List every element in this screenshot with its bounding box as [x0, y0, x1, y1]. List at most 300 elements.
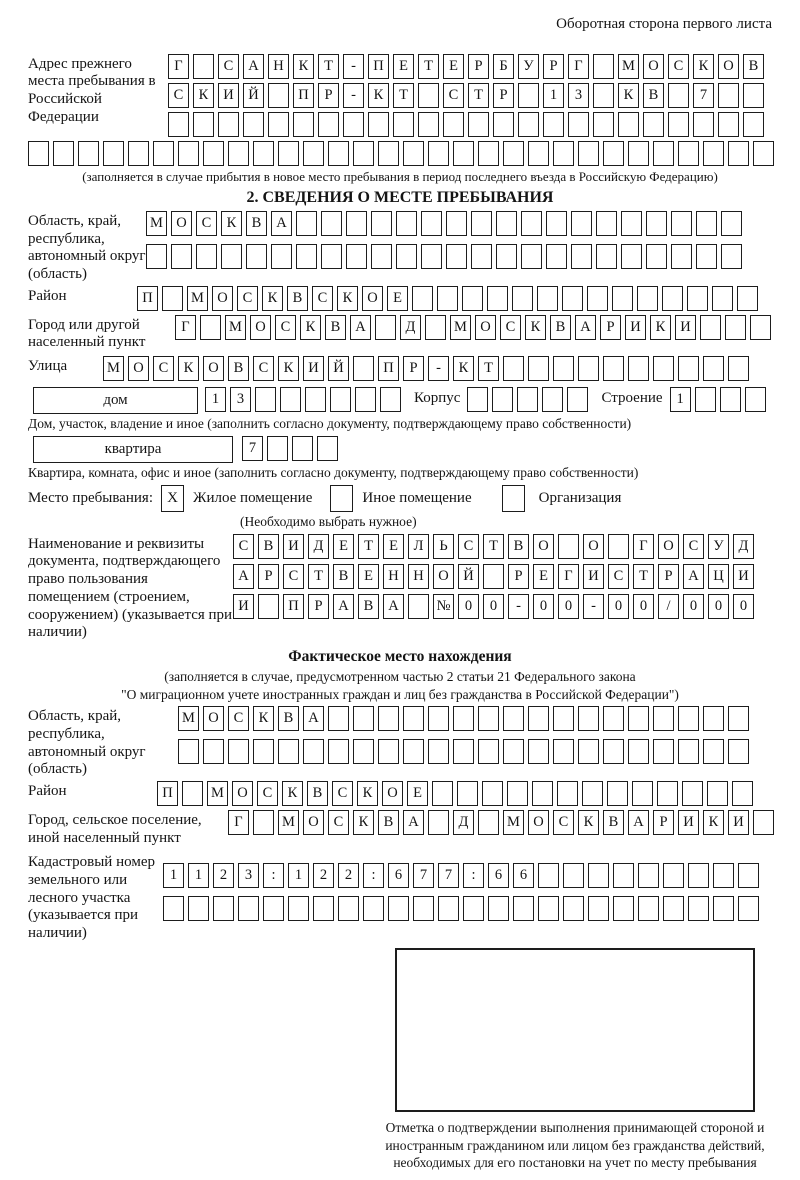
apartment-number-boxes: [242, 436, 338, 461]
char-box: Т: [478, 356, 499, 381]
char-box: [603, 356, 624, 381]
char-box: [182, 781, 203, 806]
char-box: Д: [400, 315, 421, 340]
char-box: [378, 706, 399, 731]
char-box: М: [103, 356, 124, 381]
char-box: [353, 141, 374, 166]
char-box: [196, 244, 217, 269]
section2-ulitsa-row: [28, 356, 772, 381]
section2-rayon-boxes: [137, 286, 758, 311]
option-inoe-label: Иное помещение: [362, 489, 472, 506]
char-box: С: [443, 83, 464, 108]
fact-oblast-row: [28, 706, 772, 779]
char-box: [738, 896, 759, 921]
char-box: [303, 141, 324, 166]
char-box: 1: [543, 83, 564, 108]
char-box: С: [683, 534, 704, 559]
char-box: М: [225, 315, 246, 340]
char-box: [313, 896, 334, 921]
prev-address-label: Адрес прежнего места пребывания в Российской Федерации: [28, 55, 156, 125]
char-box: [428, 141, 449, 166]
char-box: [463, 896, 484, 921]
char-box: Р: [318, 83, 339, 108]
char-box: [671, 211, 692, 236]
char-box: [428, 810, 449, 835]
char-box: [403, 739, 424, 764]
char-box: И: [283, 534, 304, 559]
apartment-field-frame: квартира: [33, 436, 233, 463]
char-box: [718, 112, 739, 137]
char-box: [371, 244, 392, 269]
char-box: [487, 286, 508, 311]
char-box: 1: [188, 863, 209, 888]
char-box: О: [433, 564, 454, 589]
char-box: [553, 739, 574, 764]
section2-rayon-label: Район: [28, 287, 67, 304]
char-box: [632, 781, 653, 806]
char-box: Г: [633, 534, 654, 559]
char-box: П: [378, 356, 399, 381]
char-box: О: [232, 781, 253, 806]
char-box: А: [403, 810, 424, 835]
char-box: [621, 244, 642, 269]
prev-address-note: (заполняется в случае прибытия в новое место пребывания в период последнего въезда в Российскую Федерацию): [82, 168, 718, 184]
char-box: У: [708, 534, 729, 559]
char-box: [663, 896, 684, 921]
char-box: А: [575, 315, 596, 340]
checkbox-organizaciya: [502, 485, 525, 512]
char-box: О: [658, 534, 679, 559]
char-box: -: [583, 594, 604, 619]
char-box: [432, 781, 453, 806]
char-box: К: [221, 211, 242, 236]
char-box: Т: [483, 534, 504, 559]
char-box: 0: [483, 594, 504, 619]
apartment-note: Квартира, комната, офис и иное (заполнить согласно документу, подтверждающему право собственности): [28, 464, 639, 480]
char-box: О: [718, 54, 739, 79]
char-box: Д: [733, 534, 754, 559]
char-box: В: [258, 534, 279, 559]
char-box: [588, 863, 609, 888]
char-box: [718, 83, 739, 108]
char-box: М: [450, 315, 471, 340]
char-box: К: [618, 83, 639, 108]
char-box: [613, 896, 634, 921]
char-box: -: [508, 594, 529, 619]
char-box: О: [382, 781, 403, 806]
char-box: [467, 387, 488, 412]
char-box: [425, 315, 446, 340]
char-box: К: [282, 781, 303, 806]
char-box: 0: [633, 594, 654, 619]
char-box: :: [263, 863, 284, 888]
char-box: [507, 781, 528, 806]
char-box: К: [293, 54, 314, 79]
char-box: [457, 781, 478, 806]
char-box: 0: [733, 594, 754, 619]
char-box: [296, 211, 317, 236]
char-box: О: [203, 706, 224, 731]
char-box: [538, 896, 559, 921]
char-box: [528, 706, 549, 731]
char-box: К: [337, 286, 358, 311]
char-box: [267, 436, 288, 461]
char-box: Е: [387, 286, 408, 311]
char-box: М: [503, 810, 524, 835]
char-box: [517, 387, 538, 412]
fact-gorod-label: Город, сельское поселение, иной населенный пункт: [28, 812, 202, 846]
checkbox-zhiloe: X: [161, 485, 184, 512]
char-box: [363, 896, 384, 921]
prev-address-rows: [168, 54, 764, 137]
char-box: [578, 356, 599, 381]
char-box: [338, 896, 359, 921]
char-box: [528, 141, 549, 166]
char-box: П: [137, 286, 158, 311]
char-box: 1: [288, 863, 309, 888]
char-box: Т: [358, 534, 379, 559]
prev-address-row-3: [168, 112, 764, 137]
char-box: [353, 739, 374, 764]
char-box: [543, 112, 564, 137]
char-box: В: [550, 315, 571, 340]
char-box: И: [678, 810, 699, 835]
char-box: [280, 387, 301, 412]
char-box: [558, 534, 579, 559]
checkbox-inoe: [330, 485, 353, 512]
char-box: [418, 112, 439, 137]
char-box: С: [218, 54, 239, 79]
char-box: В: [246, 211, 267, 236]
char-box: [496, 244, 517, 269]
char-box: [628, 141, 649, 166]
char-box: [578, 739, 599, 764]
char-box: [678, 739, 699, 764]
char-box: [253, 141, 274, 166]
document-boxes-3: [233, 594, 754, 619]
kadastr-label: Кадастровый номер земельного или лесного участка (указывается при наличии): [28, 854, 155, 942]
char-box: [128, 141, 149, 166]
char-box: С: [168, 83, 189, 108]
char-box: [375, 315, 396, 340]
char-box: [503, 706, 524, 731]
char-box: А: [383, 594, 404, 619]
char-box: [346, 244, 367, 269]
char-box: [321, 211, 342, 236]
char-box: [468, 112, 489, 137]
char-box: [328, 706, 349, 731]
char-box: С: [153, 356, 174, 381]
char-box: -: [343, 83, 364, 108]
char-box: [571, 211, 592, 236]
char-box: К: [525, 315, 546, 340]
char-box: Р: [600, 315, 621, 340]
char-box: [503, 739, 524, 764]
stroenie-label: Строение: [601, 390, 663, 407]
char-box: [693, 112, 714, 137]
char-box: И: [675, 315, 696, 340]
char-box: [446, 244, 467, 269]
char-box: К: [278, 356, 299, 381]
char-box: О: [128, 356, 149, 381]
char-box: [688, 863, 709, 888]
option-organizaciya-label: Организация: [538, 489, 622, 506]
char-box: [688, 896, 709, 921]
char-box: [146, 244, 167, 269]
char-box: [720, 387, 741, 412]
char-box: [371, 211, 392, 236]
char-box: Ь: [433, 534, 454, 559]
char-box: [403, 706, 424, 731]
fact-oblast-boxes-1: [178, 706, 749, 731]
char-box: [478, 141, 499, 166]
section2-oblast-boxes-2: [146, 244, 742, 269]
document-boxes-1: [233, 534, 754, 559]
char-box: [703, 739, 724, 764]
char-box: [268, 112, 289, 137]
char-box: [593, 83, 614, 108]
char-box: А: [303, 706, 324, 731]
char-box: 7: [693, 83, 714, 108]
char-box: К: [703, 810, 724, 835]
char-box: [668, 83, 689, 108]
char-box: О: [528, 810, 549, 835]
char-box: 1: [163, 863, 184, 888]
char-box: [413, 896, 434, 921]
char-box: [512, 286, 533, 311]
char-box: М: [178, 706, 199, 731]
char-box: К: [300, 315, 321, 340]
char-box: [653, 706, 674, 731]
char-box: Р: [508, 564, 529, 589]
char-box: [78, 141, 99, 166]
char-box: [513, 896, 534, 921]
char-box: [587, 286, 608, 311]
char-box: [346, 211, 367, 236]
char-box: [330, 387, 351, 412]
prev-address-row-4: [28, 141, 772, 166]
char-box: [203, 141, 224, 166]
char-box: О: [362, 286, 383, 311]
char-box: А: [233, 564, 254, 589]
place-of-stay-label: Место пребывания:: [28, 489, 153, 506]
char-box: [528, 739, 549, 764]
section2-gorod-row: [28, 315, 772, 352]
char-box: [678, 141, 699, 166]
char-box: Т: [418, 54, 439, 79]
char-box: [271, 244, 292, 269]
char-box: [488, 896, 509, 921]
char-box: [263, 896, 284, 921]
char-box: [328, 739, 349, 764]
char-box: -: [343, 54, 364, 79]
char-box: С: [553, 810, 574, 835]
char-box: [596, 244, 617, 269]
char-box: [553, 141, 574, 166]
char-box: [253, 739, 274, 764]
char-box: К: [193, 83, 214, 108]
char-box: [738, 863, 759, 888]
kadastr-boxes-2: [163, 896, 759, 921]
section2-oblast-row: [28, 211, 772, 284]
kadastr-block: [28, 852, 772, 942]
char-box: [317, 436, 338, 461]
char-box: [728, 739, 749, 764]
char-box: [355, 387, 376, 412]
char-box: [578, 141, 599, 166]
char-box: [303, 739, 324, 764]
char-box: [728, 356, 749, 381]
char-box: [663, 863, 684, 888]
document-boxes-2: [233, 564, 754, 589]
char-box: [478, 706, 499, 731]
char-box: О: [303, 810, 324, 835]
char-box: К: [253, 706, 274, 731]
char-box: С: [228, 706, 249, 731]
char-box: [588, 896, 609, 921]
char-box: 3: [230, 387, 251, 412]
char-box: [200, 315, 221, 340]
char-box: [521, 211, 542, 236]
char-box: М: [187, 286, 208, 311]
section2-oblast-boxes-1: [146, 211, 742, 236]
char-box: [542, 387, 563, 412]
char-box: [380, 387, 401, 412]
char-box: [657, 781, 678, 806]
char-box: [518, 112, 539, 137]
char-box: [418, 83, 439, 108]
char-box: 0: [558, 594, 579, 619]
char-box: И: [728, 810, 749, 835]
char-box: [221, 244, 242, 269]
char-box: [553, 356, 574, 381]
char-box: О: [203, 356, 224, 381]
fact-note-2: "О миграционном учете иностранных граждан и лиц без гражданства в Российской Федерации"): [121, 686, 679, 702]
char-box: [171, 244, 192, 269]
char-box: [503, 356, 524, 381]
char-box: [193, 112, 214, 137]
char-box: Г: [168, 54, 189, 79]
char-box: [553, 706, 574, 731]
char-box: [638, 863, 659, 888]
char-box: С: [233, 534, 254, 559]
fact-title: Фактическое место нахождения: [288, 647, 512, 665]
char-box: [368, 112, 389, 137]
char-box: [378, 739, 399, 764]
page-header-note: Оборотная сторона первого листа: [556, 16, 772, 32]
fact-oblast-boxes-2: [178, 739, 749, 764]
char-box: В: [643, 83, 664, 108]
char-box: В: [378, 810, 399, 835]
char-box: [443, 112, 464, 137]
char-box: [568, 112, 589, 137]
section2-ulitsa-label: Улица: [28, 358, 68, 375]
char-box: [496, 211, 517, 236]
char-box: И: [303, 356, 324, 381]
char-box: [492, 387, 513, 412]
house-field-frame: дом: [33, 387, 198, 414]
char-box: [188, 896, 209, 921]
char-box: И: [733, 564, 754, 589]
char-box: [743, 112, 764, 137]
char-box: [246, 244, 267, 269]
char-box: В: [603, 810, 624, 835]
char-box: В: [278, 706, 299, 731]
char-box: Е: [333, 534, 354, 559]
char-box: [396, 211, 417, 236]
char-box: [562, 286, 583, 311]
char-box: [743, 83, 764, 108]
char-box: Е: [383, 534, 404, 559]
kadastr-boxes-1: [163, 863, 759, 888]
char-box: В: [333, 564, 354, 589]
char-box: [707, 781, 728, 806]
korpus-boxes: [467, 387, 588, 412]
char-box: Р: [258, 564, 279, 589]
char-box: :: [463, 863, 484, 888]
char-box: К: [693, 54, 714, 79]
char-box: 0: [608, 594, 629, 619]
char-box: М: [618, 54, 639, 79]
char-box: [278, 141, 299, 166]
char-box: [353, 356, 374, 381]
char-box: [712, 286, 733, 311]
char-box: Г: [175, 315, 196, 340]
char-box: [213, 896, 234, 921]
fact-gorod-boxes: [228, 810, 774, 835]
char-box: [503, 141, 524, 166]
char-box: С: [275, 315, 296, 340]
char-box: О: [250, 315, 271, 340]
char-box: Л: [408, 534, 429, 559]
char-box: [178, 739, 199, 764]
char-box: [218, 112, 239, 137]
section2-rayon-row: [28, 286, 772, 311]
char-box: [408, 594, 429, 619]
char-box: [103, 141, 124, 166]
char-box: А: [683, 564, 704, 589]
char-box: [268, 83, 289, 108]
char-box: [618, 112, 639, 137]
char-box: У: [518, 54, 539, 79]
char-box: [603, 141, 624, 166]
house-note: Дом, участок, владение и иное (заполнить согласно документу, подтверждающему право собственности): [28, 416, 632, 432]
char-box: В: [228, 356, 249, 381]
char-box: [521, 244, 542, 269]
char-box: [593, 112, 614, 137]
char-box: А: [628, 810, 649, 835]
char-box: [321, 244, 342, 269]
char-box: [750, 315, 771, 340]
char-box: Е: [393, 54, 414, 79]
char-box: [378, 141, 399, 166]
char-box: [53, 141, 74, 166]
section2-title: 2. СВЕДЕНИЯ О МЕСТЕ ПРЕБЫВАНИЯ: [246, 189, 554, 207]
char-box: 0: [708, 594, 729, 619]
char-box: 3: [238, 863, 259, 888]
char-box: А: [243, 54, 264, 79]
char-box: П: [283, 594, 304, 619]
char-box: [603, 706, 624, 731]
char-box: [737, 286, 758, 311]
prev-address-row-1: [168, 54, 764, 79]
char-box: [678, 706, 699, 731]
char-box: Н: [383, 564, 404, 589]
char-box: Р: [468, 54, 489, 79]
char-box: [696, 244, 717, 269]
char-box: [653, 356, 674, 381]
char-box: [228, 739, 249, 764]
